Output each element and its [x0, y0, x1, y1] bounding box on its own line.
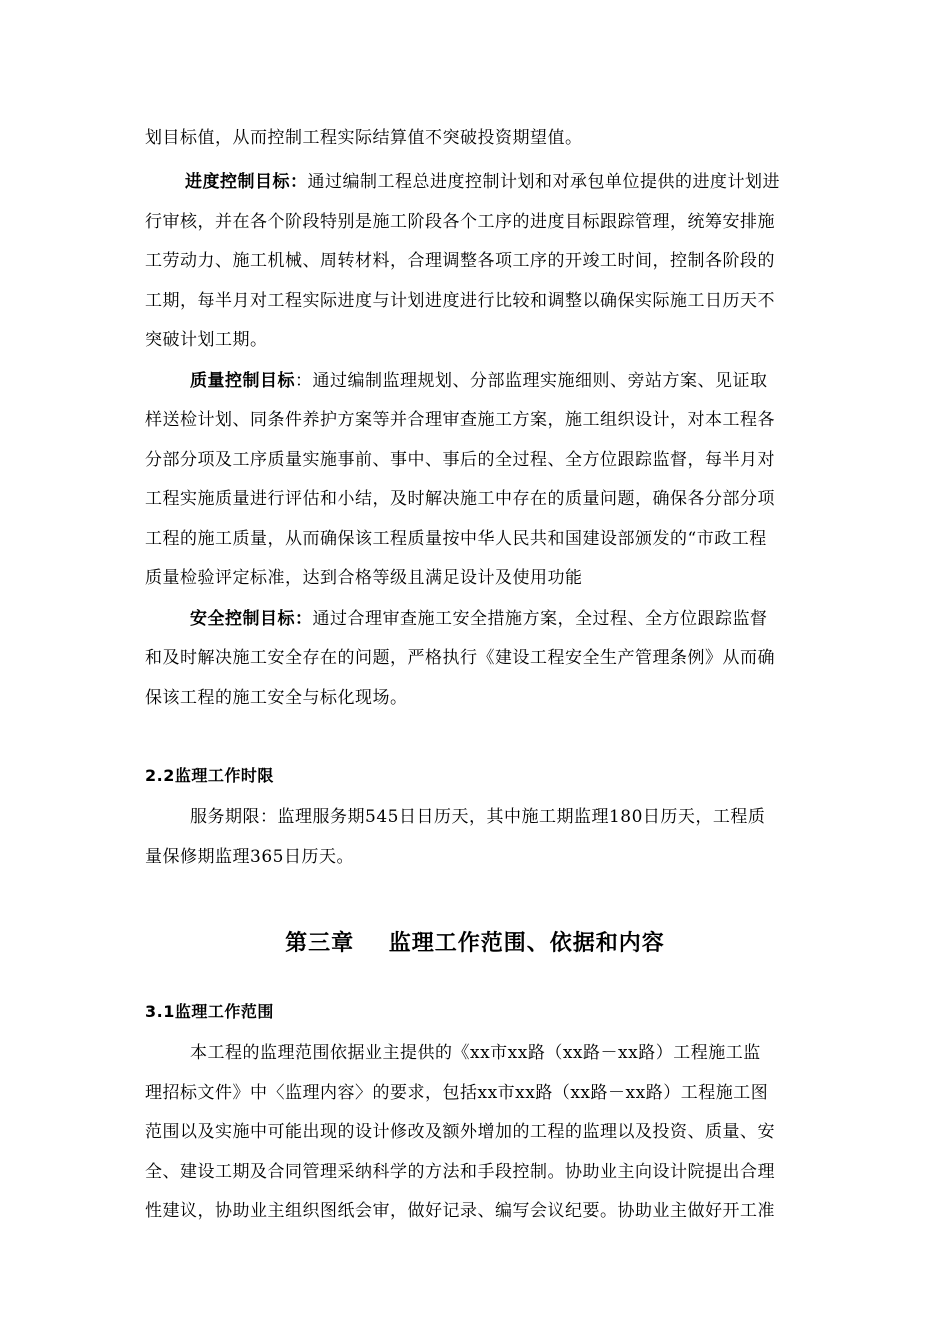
term-paragraph-line: 服务期限：监理服务期545日日历天，其中施工期监理180日历天，工程质 [190, 807, 766, 827]
quality-paragraph-line: 工程实施质量进行评估和小结，及时解决施工中存在的质量问题，确保各分部分项 [145, 489, 775, 509]
scope-paragraph-line: 全、建设工期及合同管理采纳科学的方法和手段控制。协助业主向设计院提出合理 [145, 1162, 775, 1182]
quality-label: 质量控制目标 [190, 371, 295, 391]
quality-paragraph-line: 分部分项及工序质量实施事前、事中、事后的全过程、全方位跟踪监督，每半月对 [145, 450, 775, 470]
section-heading-2-2: 2.2监理工作时限 [145, 766, 274, 785]
scope-paragraph-line: 本工程的监理范围依据业主提供的《xx市xx路（xx路－xx路）工程施工监 [190, 1043, 761, 1063]
scope-paragraph-line: 范围以及实施中可能出现的设计修改及额外增加的工程的监理以及投资、质量、安 [145, 1122, 775, 1142]
safety-paragraph-line: 保该工程的施工安全与标化现场。 [145, 688, 408, 708]
section-heading-3-1: 3.1监理工作范围 [145, 1002, 274, 1021]
schedule-paragraph-line: 行审核，并在各个阶段特别是施工阶段各个工序的进度目标跟踪管理，统筹安排施 [145, 212, 775, 232]
quality-paragraph-line: 质量检验评定标准，达到合格等级且满足设计及使用功能 [145, 568, 583, 588]
safety-paragraph-line: 和及时解决施工安全存在的问题，严格执行《建设工程安全生产管理条例》从而确 [145, 648, 775, 668]
safety-text: 通过合理审查施工安全措施方案，全过程、全方位跟踪监督 [312, 609, 768, 629]
schedule-paragraph-line [185, 172, 780, 192]
schedule-text: 通过编制工程总进度控制计划和对承包单位提供的进度计划进 [307, 172, 780, 192]
schedule-label: 进度控制目标： [185, 172, 308, 192]
schedule-paragraph-line: 工劳动力、施工机械、周转材料，合理调整各项工序的开竣工时间，控制各阶段的 [145, 251, 775, 271]
quality-paragraph-line: 工程的施工质量，从而确保该工程质量按中华人民共和国建设部颁发的“市政工程 [145, 529, 767, 549]
term-paragraph-line: 量保修期监理365日历天。 [145, 847, 354, 867]
schedule-paragraph-line: 突破计划工期。 [145, 330, 268, 350]
chapter-title: 第三章 监理工作范围、依据和内容 [285, 931, 665, 956]
schedule-paragraph-line: 工期，每半月对工程实际进度与计划进度进行比较和调整以确保实际施工日历天不 [145, 291, 775, 311]
quality-paragraph-line [190, 371, 768, 391]
scope-paragraph-line: 性建议，协助业主组织图纸会审，做好记录、编写会议纪要。协助业主做好开工准 [145, 1201, 775, 1221]
quality-text: ：通过编制监理规划、分部监理实施细则、旁站方案、见证取 [295, 371, 768, 391]
invest-paragraph-line: 划目标值，从而控制工程实际结算值不突破投资期望值。 [145, 128, 583, 148]
scope-paragraph-line: 理招标文件》中〈监理内容〉的要求，包括xx市xx路（xx路－xx路）工程施工图 [145, 1083, 769, 1103]
safety-paragraph-line [190, 609, 768, 629]
safety-label: 安全控制目标： [190, 609, 313, 629]
quality-paragraph-line: 样送检计划、同条件养护方案等并合理审查施工方案，施工组织设计，对本工程各 [145, 410, 775, 430]
